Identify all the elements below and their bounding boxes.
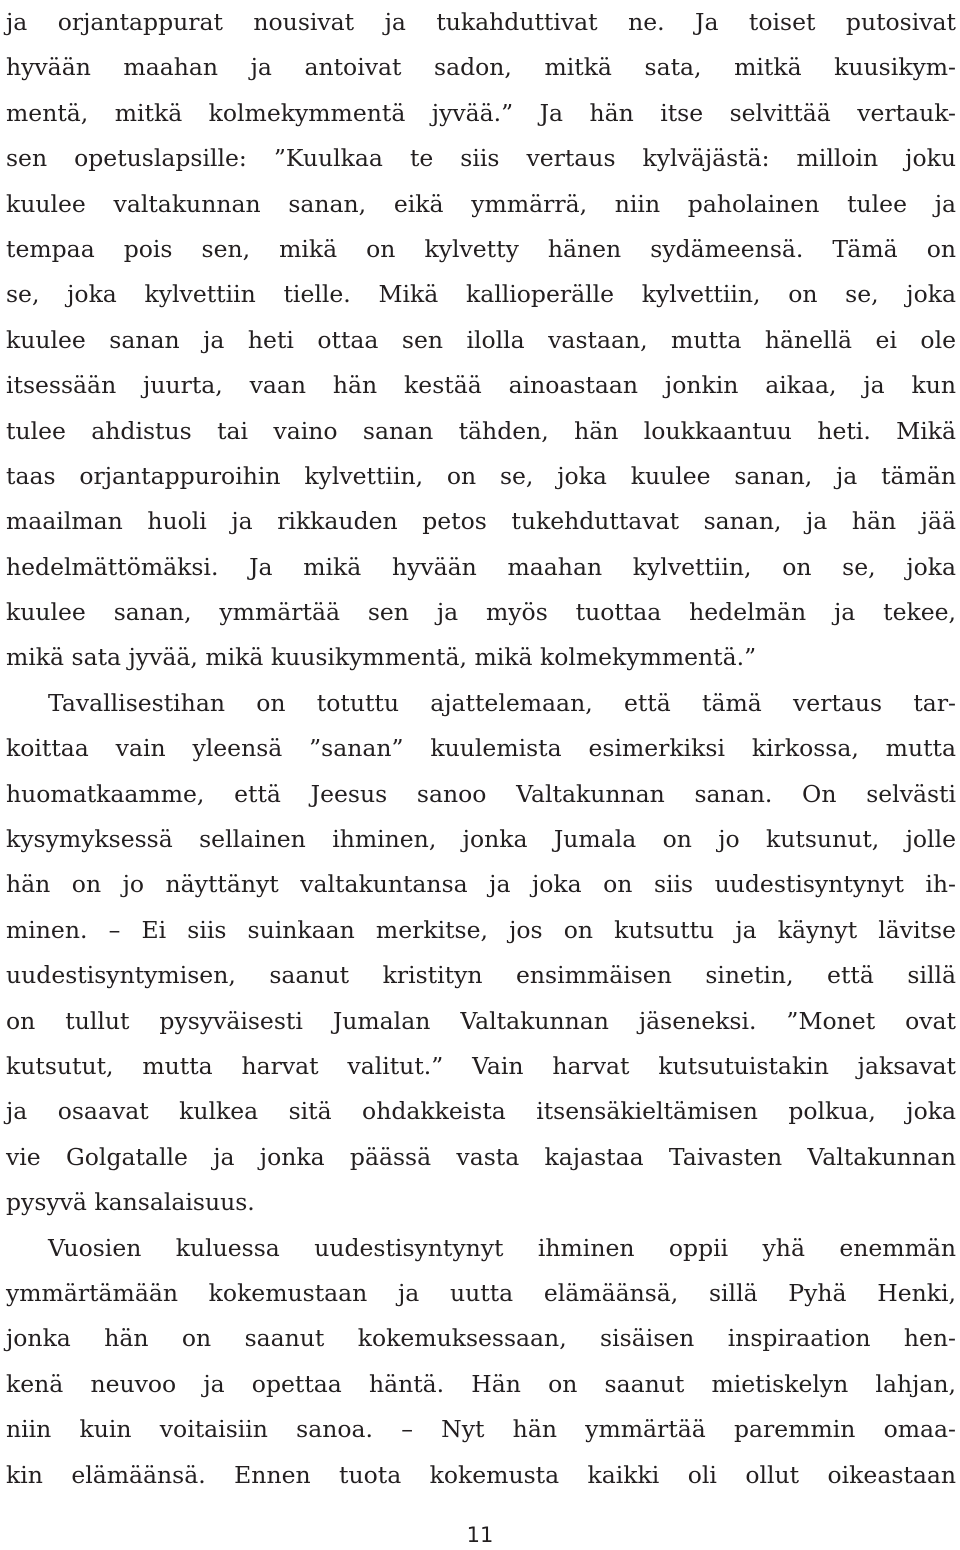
- text-line: huomatkaamme, että Jeesus sanoo Valtakunnan sanan. On selvästi: [6, 779, 956, 808]
- text-line: kuulee sanan, ymmärtää sen ja myös tuottaa hedelmän ja tekee,: [6, 598, 956, 627]
- text-line: hän on jo näyttänyt valtakuntansa ja joka on siis uudestisyntynyt ih-: [6, 870, 956, 899]
- text-line: uudestisyntymisen, saanut kristityn ensimmäisen sinetin, että sillä: [6, 961, 956, 990]
- text-line: vie Golgatalle ja jonka päässä vasta kajastaa Taivasten Valtakunnan: [6, 1142, 956, 1171]
- text-line: itsessään juurta, vaan hän kestää ainoastaan jonkin aikaa, ja kun: [6, 371, 956, 400]
- text-line: kysymyksessä sellainen ihminen, jonka Jumala on jo kutsunut, jolle: [6, 825, 956, 854]
- text-line: hedelmättömäksi. Ja mikä hyvään maahan kylvettiin, on se, joka: [6, 552, 956, 581]
- text-line: Tavallisestihan on totuttu ajattelemaan, että tämä vertaus tar-: [48, 688, 956, 717]
- text-line: kutsutut, mutta harvat valitut.” Vain harvat kutsutuistakin jaksavat: [6, 1051, 956, 1080]
- text-line: hyvään maahan ja antoivat sadon, mitkä sata, mitkä kuusikym-: [6, 53, 956, 82]
- text-line: sen opetuslapsille: ”Kuulkaa te siis vertaus kylväjästä: milloin joku: [6, 144, 956, 173]
- text-line: ja osaavat kulkea sitä ohdakkeista itsensäkieltämisen polkua, joka: [6, 1097, 956, 1126]
- text-line: kin elämäänsä. Ennen tuota kokemusta kaikki oli ollut oikeastaan: [6, 1460, 956, 1489]
- text-line: on tullut pysyväisesti Jumalan Valtakunnan jäseneksi. ”Monet ovat: [6, 1006, 956, 1035]
- text-line: se, joka kylvettiin tielle. Mikä kallioperälle kylvettiin, on se, joka: [6, 280, 956, 309]
- text-line: maailman huoli ja rikkauden petos tukehduttavat sanan, ja hän jää: [6, 507, 956, 536]
- page-number: 11: [466, 1523, 494, 1547]
- text-line: jonka hän on saanut kokemuksessaan, sisäisen inspiraation hen-: [6, 1324, 956, 1353]
- text-line: ja orjantappurat nousivat ja tukahduttivat ne. Ja toiset putosivat: [6, 8, 956, 36]
- text-line: kenä neuvoo ja opettaa häntä. Hän on saanut mietiskelyn lahjan,: [6, 1369, 956, 1398]
- text-line: niin kuin voitaisiin sanoa. – Nyt hän ymmärtää paremmin omaa-: [6, 1415, 956, 1444]
- text-line: koittaa vain yleensä ”sanan” kuulemista esimerkiksi kirkossa, mutta: [6, 734, 956, 763]
- text-line: tulee ahdistus tai vaino sanan tähden, hän loukkaantuu heti. Mikä: [6, 416, 956, 445]
- paragraph-3: [6, 1226, 956, 1498]
- text-line: kuulee valtakunnan sanan, eikä ymmärrä, niin paholainen tulee ja: [6, 189, 956, 218]
- text-line: mikä sata jyvää, mikä kuusikymmentä, mikä kolmekymmentä.”: [6, 643, 757, 672]
- text-line: mentä, mitkä kolmekymmentä jyvää.” Ja hän itse selvittää vertauk-: [6, 98, 956, 127]
- body-text: [6, 0, 956, 1498]
- text-line: taas orjantappuroihin kylvettiin, on se, joka kuulee sanan, ja tämän: [6, 461, 956, 490]
- text-line: Vuosien kuluessa uudestisyntynyt ihminen oppii yhä enemmän: [48, 1233, 956, 1262]
- text-line: ymmärtämään kokemustaan ja uutta elämäänsä, sillä Pyhä Henki,: [6, 1278, 956, 1307]
- text-line: kuulee sanan ja heti ottaa sen ilolla vastaan, mutta hänellä ei ole: [6, 325, 956, 354]
- paragraph-2: [6, 681, 956, 1226]
- paragraph-1: [6, 0, 956, 681]
- text-line: pysyvä kansalaisuus.: [6, 1188, 255, 1217]
- text-line: minen. – Ei siis suinkaan merkitse, jos on kutsuttu ja käynyt lävitse: [6, 915, 956, 944]
- text-line: tempaa pois sen, mikä on kylvetty hänen sydämeensä. Tämä on: [6, 234, 956, 263]
